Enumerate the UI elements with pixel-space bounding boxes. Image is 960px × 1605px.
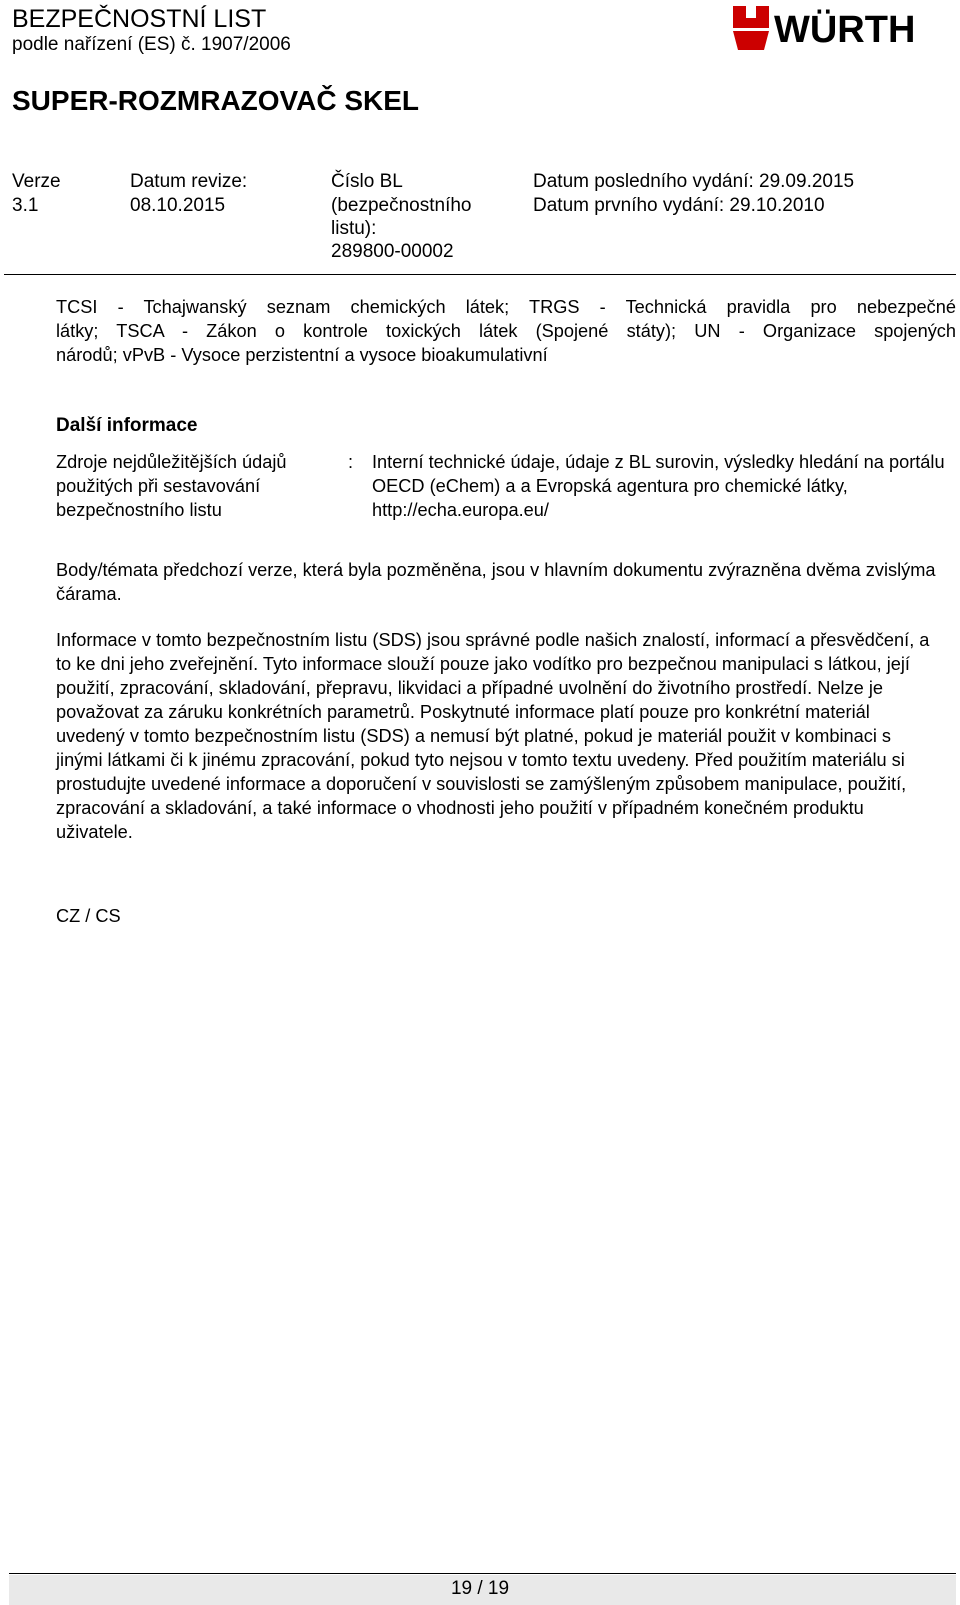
first-issue-date: Datum prvního vydání: 29.10.2010 (533, 195, 825, 216)
revision-date-value: 08.10.2015 (130, 195, 226, 216)
abbreviations-line-1: TCSI - Tchajwanský seznam chemických látek; TRGS - Technická pravidla pro nebezpečné (56, 297, 956, 317)
abbreviations-line-2: látky; TSCA - Zákon o kontrole toxických látek (Spojené státy); UN - Organizace spojených (56, 321, 956, 341)
wurth-logo (731, 2, 956, 54)
header-divider (4, 274, 956, 275)
further-information-heading: Další informace (56, 415, 198, 436)
footer-divider (9, 1573, 956, 1574)
sds-number-label-line-1: Číslo BL (331, 171, 403, 192)
sources-label: Zdroje nejdůležitějších údajů použitých při sestavování bezpečnostního listu (56, 452, 287, 520)
sources-value: Interní technické údaje, údaje z BL surovin, výsledky hledání na portálu OECD (eChem) a a Evropská agentura pro chemické látky, http://echa.europa.eu/ (372, 452, 945, 520)
version-value: 3.1 (12, 195, 39, 216)
product-name: SUPER-ROZMRAZOVAČ SKEL (12, 85, 420, 116)
document-title: BEZPEČNOSTNÍ LIST (12, 5, 267, 33)
last-issue-date: Datum posledního vydání: 29.09.2015 (533, 171, 855, 192)
sds-number-label-line-3: listu): (331, 218, 377, 239)
disclaimer-text: Informace v tomto bezpečnostním listu (SDS) jsou správné podle našich znalostí, informací a přesvědčení, a to ke dni jeho zveřejnění. Tyto informace slouží pouze jako vodítko pro bezpečnou manipulaci s látkou, její použití, zpracování, skladování, přepravu, likvidaci a případné uvolnění do životního prostředí. Nelze je považovat za záruku konkrétních parametrů. Poskytnuté informace platí pouze pro konkrétní materiál uvedený v tomto bezpečnostním listu (SDS) a nemusí být platné, pokud je materiál použit v kombinaci s jinými látkami či k jinému zpracování, pokud tyto nejsou v tomto textu uvedeny. Před použitím materiálu si prostudujte uvedené informace a doporučení v souvislosti se zamýšleným způsobem manipulace, použití, zpracování a skladování, a také informace o vhodnosti jeho použití v případném konečném produktu uživatele. (56, 630, 930, 842)
wurth-logo-icon (733, 6, 769, 50)
wurth-logo-text: WÜRTH (774, 9, 916, 51)
sds-number-label-line-2: (bezpečnostního (331, 195, 472, 216)
revision-date-label: Datum revize: (130, 171, 248, 192)
sources-colon: : (348, 452, 354, 472)
language-code: CZ / CS (56, 906, 121, 926)
changes-note: Body/témata předchozí verze, která byla pozměněna, jsou v hlavním dokumentu zvýrazněna dvěma zvislýma čárama. (56, 560, 936, 604)
page-number: 19 / 19 (450, 1578, 510, 1599)
version-label: Verze (12, 171, 61, 192)
sds-number-value: 289800-00002 (331, 241, 454, 262)
abbreviations-line-3: národů; vPvB - Vysoce perzistentní a vysoce bioakumulativní (56, 345, 548, 365)
document-subtitle: podle nařízení (ES) č. 1907/2006 (12, 34, 291, 55)
